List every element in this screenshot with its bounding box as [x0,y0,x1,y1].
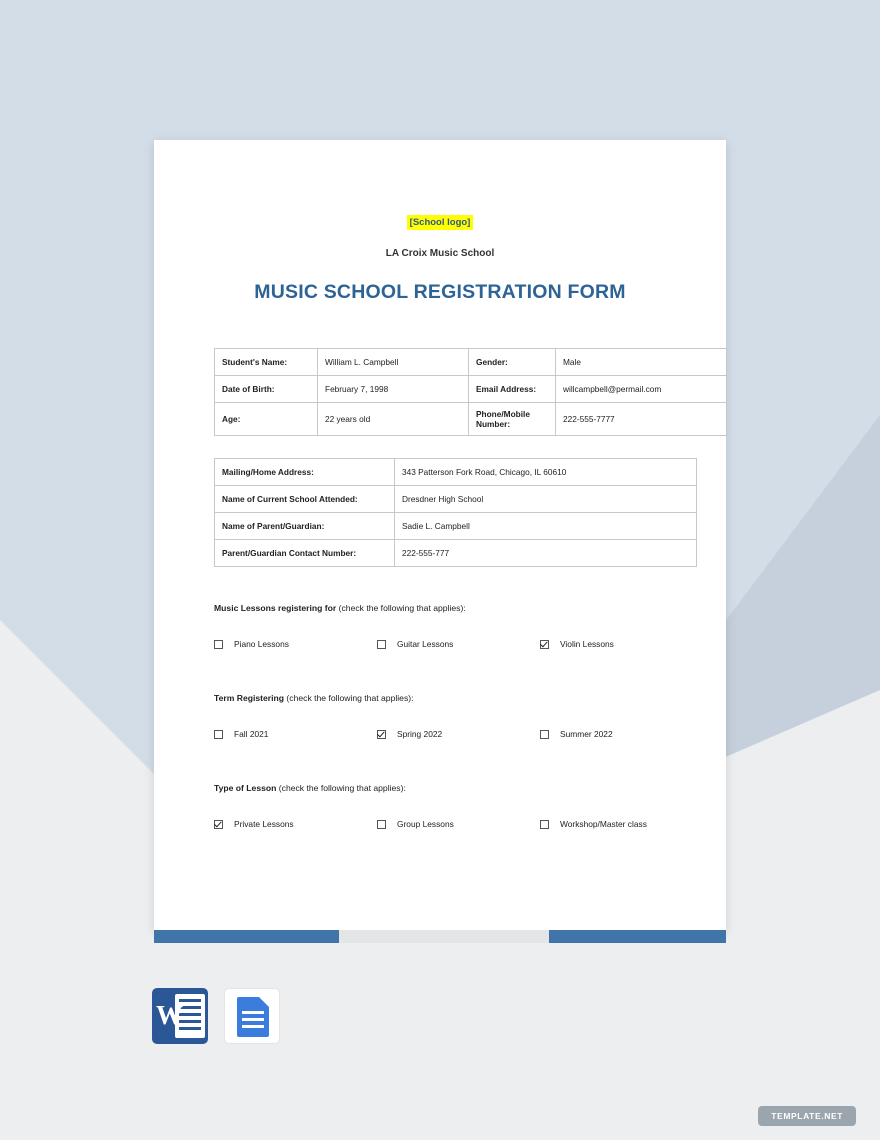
document-page [154,140,726,930]
cell-value-current-school: Dresdner High School [395,486,697,513]
table-row [215,459,697,486]
option-label: Summer 2022 [560,729,613,739]
checkbox-icon[interactable] [540,730,549,739]
section-heading-rest: (check the following that applies): [284,693,414,703]
cell-value-age: 22 years old [318,403,469,436]
table-row [215,376,727,403]
checkbox-option-group-lessons[interactable] [377,819,540,829]
cell-value-parent-contact: 222-555-777 [395,540,697,567]
checkbox-option-violin-lessons[interactable] [540,639,614,649]
section-term-registering [214,693,666,739]
cell-value-mailing-address: 343 Patterson Fork Road, Chicago, IL 60610 [395,459,697,486]
option-label: Spring 2022 [397,729,443,739]
checkbox-icon[interactable] [377,640,386,649]
cell-label-age: Age: [215,403,318,436]
cell-value-parent-name: Sadie L. Campbell [395,513,697,540]
checkbox-option-guitar-lessons[interactable] [377,639,540,649]
option-label: Violin Lessons [560,639,614,649]
option-label: Fall 2021 [234,729,269,739]
section-heading [214,693,666,703]
section-heading-bold: Type of Lesson [214,783,277,793]
checkbox-icon[interactable] [377,820,386,829]
cell-value-gender: Male [556,349,727,376]
cell-label-current-school: Name of Current School Attended: [215,486,395,513]
section-heading [214,603,666,613]
checkbox-option-summer-2022[interactable] [540,729,613,739]
horizontal-scrollbar[interactable] [154,930,726,943]
document-body [154,212,726,829]
student-info-table [214,348,727,436]
school-name: LA Croix Music School [385,248,495,259]
option-row [214,729,666,739]
cell-label-date-of-birth: Date of Birth: [215,376,318,403]
scrollbar-track-left[interactable] [154,930,339,943]
section-heading-bold: Music Lessons registering for [214,603,337,613]
checkbox-option-private-lessons[interactable] [214,819,377,829]
checkbox-icon[interactable] [214,730,223,739]
section-heading-rest: (check the following that applies): [276,783,406,793]
section-music-lessons [214,603,666,649]
microsoft-word-icon[interactable] [152,988,208,1044]
section-type-of-lesson [214,783,666,829]
section-heading-bold: Term Registering [214,693,285,703]
cell-label-parent-name: Name of Parent/Guardian: [215,513,395,540]
cell-value-student-name: William L. Campbell [318,349,469,376]
docs-lines-shape [242,1011,264,1029]
cell-label-gender: Gender: [469,349,556,376]
download-format-icons [152,988,280,1044]
cell-value-phone-number: 222-555-7777 [556,403,727,436]
checkbox-checked-icon[interactable] [377,730,386,739]
option-label: Workshop/Master class [560,819,647,829]
school-logo-placeholder: [School logo] [407,215,474,230]
scrollbar-track-right[interactable] [549,930,726,943]
table-row [215,486,697,513]
table-row [215,540,697,567]
table-row [215,513,697,540]
cell-label-mailing-address: Mailing/Home Address: [215,459,395,486]
table-row [215,403,727,436]
checkbox-checked-icon[interactable] [540,640,549,649]
section-heading-rest: (check the following that applies): [336,603,466,613]
checkbox-icon[interactable] [214,640,223,649]
checkbox-option-spring-2022[interactable] [377,729,540,739]
checkbox-option-fall-2021[interactable] [214,729,377,739]
option-row [214,639,666,649]
option-row [214,819,666,829]
section-heading [214,783,666,793]
cell-label-phone-number: Phone/Mobile Number: [469,403,556,436]
option-label: Private Lessons [234,819,294,829]
address-info-table [214,458,697,567]
cell-label-student-name: Student's Name: [215,349,318,376]
word-letter: W [156,1000,183,1030]
logo-row [214,212,666,230]
google-docs-icon[interactable] [224,988,280,1044]
checkbox-option-workshop-master-class[interactable] [540,819,647,829]
cell-label-email-address: Email Address: [469,376,556,403]
option-label: Piano Lessons [234,639,289,649]
option-label: Guitar Lessons [397,639,454,649]
option-label: Group Lessons [397,819,454,829]
checkbox-icon[interactable] [540,820,549,829]
cell-value-email-address: willcampbell@permail.com [556,376,727,403]
cell-label-parent-contact: Parent/Guardian Contact Number: [215,540,395,567]
template-net-badge[interactable]: TEMPLATE.NET [758,1106,856,1126]
page-title: MUSIC SCHOOL REGISTRATION FORM [254,281,626,303]
cell-value-date-of-birth: February 7, 1998 [318,376,469,403]
scrollbar-thumb[interactable] [339,930,549,943]
checkbox-checked-icon[interactable] [214,820,223,829]
table-row [215,349,727,376]
checkbox-option-piano-lessons[interactable] [214,639,377,649]
